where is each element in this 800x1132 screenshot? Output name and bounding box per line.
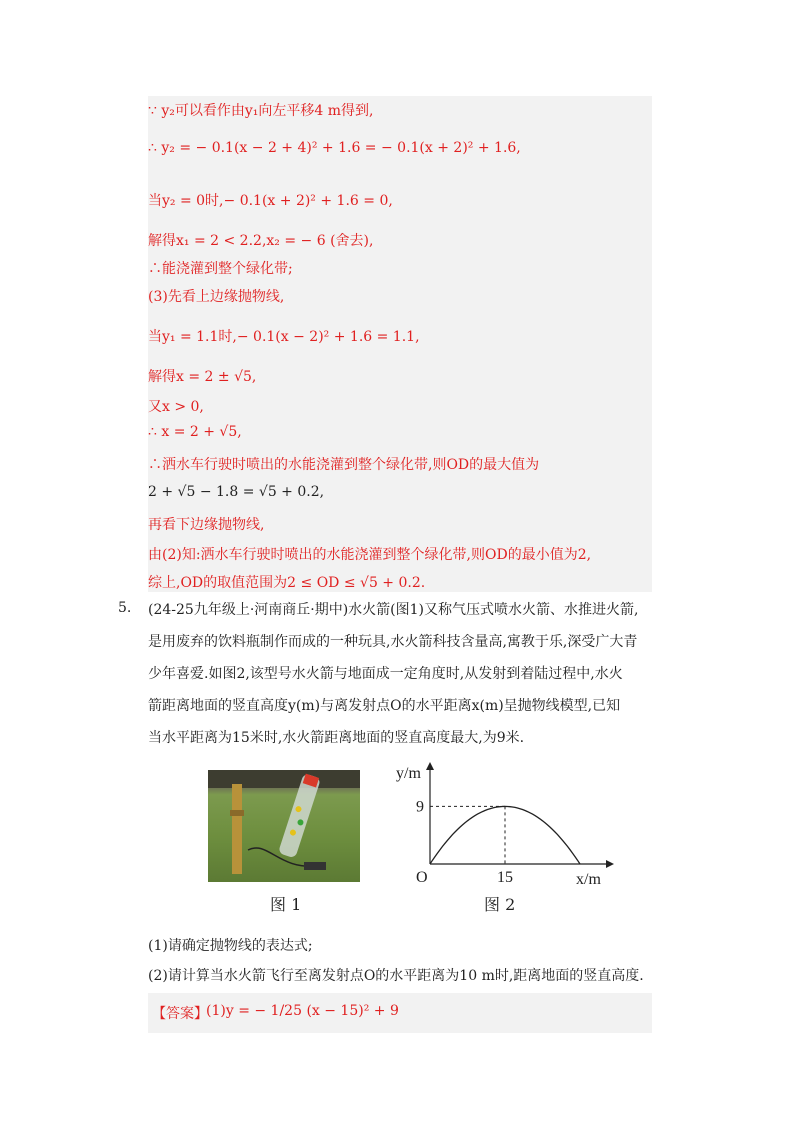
parabola-chart: [394, 760, 614, 890]
question-line: 当水平距离为15米时,水火箭距离地面的竖直高度最大,为9米.: [148, 730, 525, 746]
question-line: 少年喜爱.如图2,该型号水火箭与地面成一定角度时,从发射到着陆过程中,水火: [148, 666, 623, 682]
solution-line: 综上,OD的取值范围为2 ≤ OD ≤ √5 + 0.2.: [148, 575, 426, 591]
question-line: 箭距离地面的竖直高度y(m)与离发射点O的水平距离x(m)呈抛物线模型,已知: [148, 698, 621, 714]
solution-line: ∴洒水车行驶时喷出的水能浇灌到整个绿化带,则OD的最大值为: [148, 457, 540, 473]
question-text: [148, 594, 668, 754]
solution-line: 当y₂ = 0时,− 0.1(x + 2)² + 1.6 = 0,: [148, 193, 393, 209]
solution-line: 又x > 0,: [148, 399, 204, 415]
solution-line: 解得x₁ = 2 < 2.2,x₂ = − 6 (舍去),: [148, 233, 374, 249]
solution-line: ∵ y₂可以看作由y₁向左平移4 m得到,: [148, 103, 374, 119]
y-axis-arrow: [426, 762, 434, 770]
water-rocket-photo: [208, 770, 360, 882]
solution-line: 再看下边缘抛物线,: [148, 517, 265, 533]
x-axis-label: x/m: [576, 871, 601, 888]
solution-line: 由(2)知:洒水车行驶时喷出的水能浇灌到整个绿化带,则OD的最小值为2,: [148, 547, 592, 563]
origin-label: O: [416, 869, 428, 886]
answer-panel: [148, 993, 652, 1033]
subquestion-2: (2)请计算当水火箭飞行至离发射点O的水平距离为10 m时,距离地面的竖直高度.: [148, 968, 644, 984]
solution-line: ∴ x = 2 + √5,: [148, 424, 242, 440]
solution-line: 当y₁ = 1.1时,− 0.1(x − 2)² + 1.6 = 1.1,: [148, 329, 420, 345]
y-axis-label: y/m: [396, 765, 421, 782]
question-number: 5.: [118, 600, 132, 616]
water-rocket-illustration: [208, 770, 360, 882]
question-line: (24-25九年级上·河南商丘·期中)水火箭(图1)又称气压式喷水火箭、水推进火箭,: [148, 602, 639, 618]
solution-line: 解得x = 2 ± √5,: [148, 369, 257, 385]
answer-text: (1)y = − 1/25 (x − 15)² + 9: [206, 1003, 399, 1019]
figure2-caption: 图 2: [484, 895, 516, 914]
solution-line: (3)先看上边缘抛物线,: [148, 289, 285, 305]
solution-line: ∴能浇灌到整个绿化带;: [148, 261, 293, 277]
x-axis-arrow: [606, 860, 614, 868]
figure1-caption: 图 1: [270, 895, 302, 914]
x-tick-label: 15: [497, 869, 513, 886]
y-tick-label: 9: [416, 798, 424, 816]
answer-label: 【答案】: [152, 1006, 208, 1022]
solution-line: ∴ y₂ = − 0.1(x − 2 + 4)² + 1.6 = − 0.1(x + 2)² + 1.6,: [148, 140, 521, 156]
subquestion-1: (1)请确定抛物线的表达式;: [148, 938, 313, 954]
question-line: 是用废弃的饮料瓶制作而成的一种玩具,水火箭科技含量高,寓教于乐,深受广大青: [148, 634, 638, 650]
solution-line: 2 + √5 − 1.8 = √5 + 0.2,: [148, 484, 325, 500]
